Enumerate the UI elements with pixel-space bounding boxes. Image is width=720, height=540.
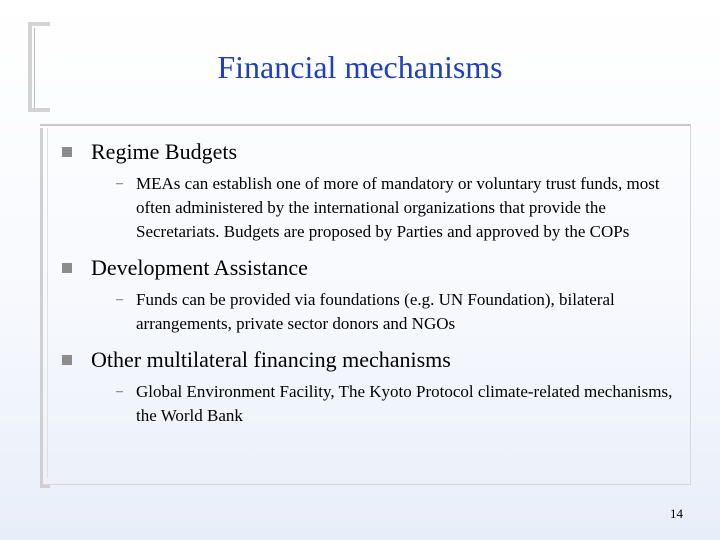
sub-bullet xyxy=(116,288,682,336)
square-bullet-icon xyxy=(62,263,72,273)
dash-marker: – xyxy=(116,176,123,191)
square-bullet-icon xyxy=(62,147,72,157)
dash-marker: – xyxy=(116,384,123,399)
dash-marker: – xyxy=(116,292,123,307)
bullet-heading: Regime Budgets xyxy=(91,139,238,164)
page-number: 14 xyxy=(670,506,683,521)
sub-bullet-text: Funds can be provided via foundations (e.g. UN Foundation), bilateral arrangements, private sector donors and NGOs xyxy=(136,290,615,333)
sub-bullet xyxy=(116,380,682,428)
left-rule-decoration xyxy=(40,128,50,488)
bullet-other-multilateral xyxy=(62,346,682,374)
sub-bullet-text: MEAs can establish one of more of mandatory or voluntary trust funds, most often administered by the international organizations that provide the Secretariats. Budgets are proposed by Parties and approved by the COPs xyxy=(136,174,660,241)
sub-bullet xyxy=(116,172,682,244)
bullet-heading: Development Assistance xyxy=(91,255,308,280)
bullet-heading: Other multilateral financing mechanisms xyxy=(91,347,451,372)
square-bullet-icon xyxy=(62,355,72,365)
bullet-regime-budgets xyxy=(62,138,682,166)
sub-bullet-text: Global Environment Facility, The Kyoto Protocol climate-related mechanisms, the World Bank xyxy=(136,382,673,425)
bullet-development-assistance xyxy=(62,254,682,282)
slide-title: Financial mechanisms xyxy=(217,49,503,86)
bullet-list xyxy=(62,138,682,428)
